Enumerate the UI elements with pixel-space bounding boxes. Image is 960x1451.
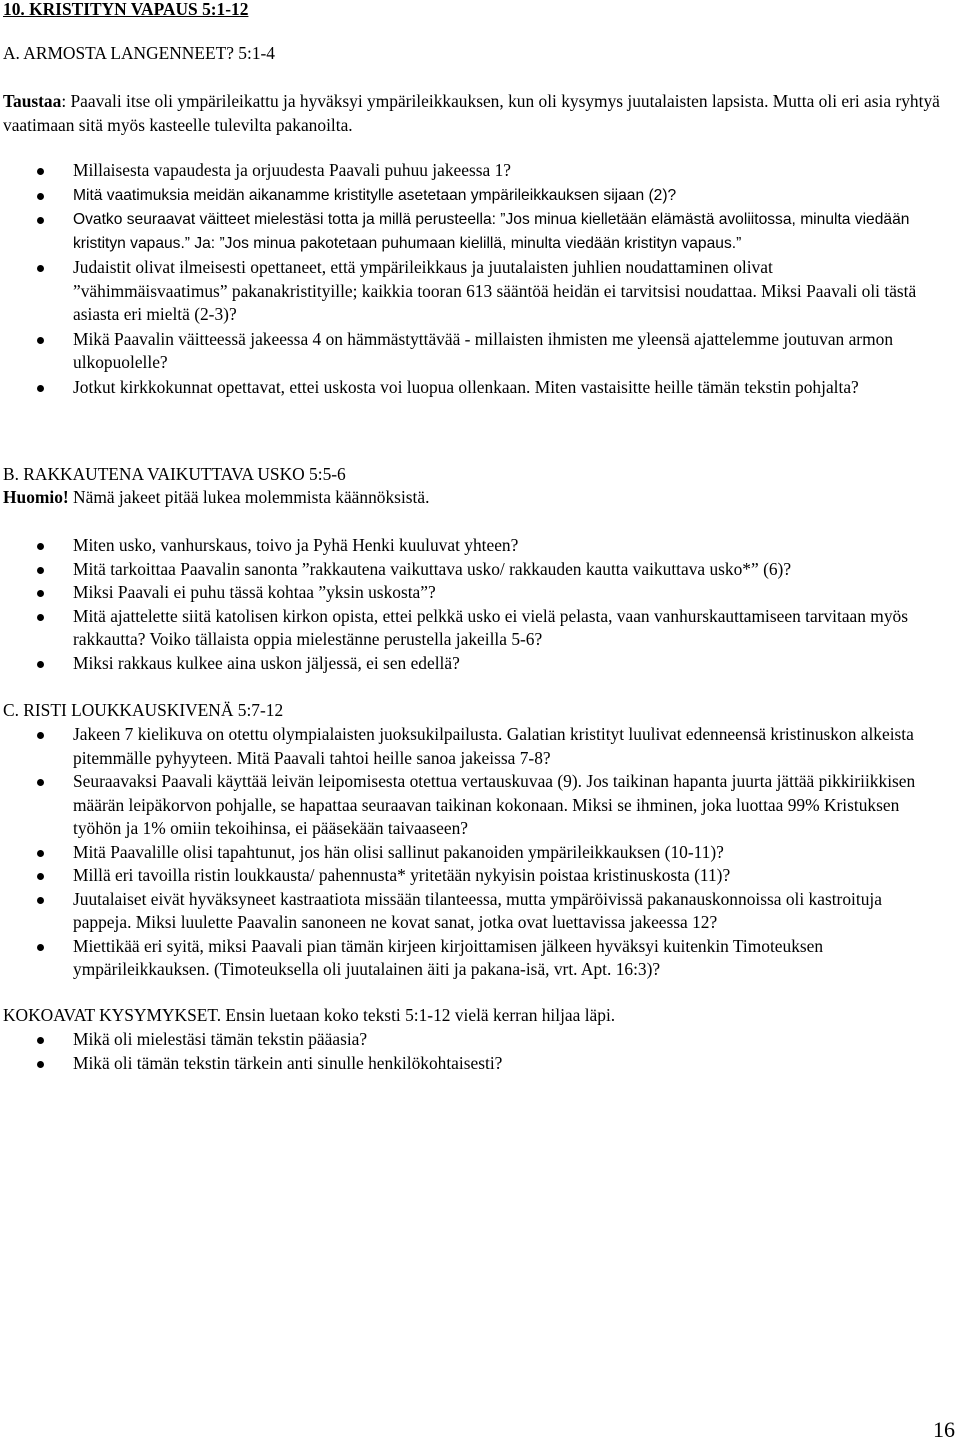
list-item: Jotkut kirkkokunnat opettavat, ettei uskosta voi luopua ollenkaan. Miten vastaisitte heille tämän tekstin pohjalta? — [0, 376, 930, 400]
summary-list — [0, 1028, 930, 1075]
list-item: Seuraavaksi Paavali käyttää leivän leipomisesta otettua vertauskuvaa (9). Jos taikinan hapanta juurta jättää pikkiriikkisen määrän leipäkorvon pohjalle, se hapattaa seuraavan taikinan kokonaan. Miksi se ihminen, joka luottaa 99% Kristuksen työhön ja 1% omiin tekoihinsa, ei pääsekään taivaaseen? — [0, 770, 930, 841]
section-a-list — [0, 159, 930, 399]
page-number: 16 — [933, 1417, 955, 1442]
intro-label: Taustaa — [3, 91, 62, 111]
note-label: Huomio! — [3, 487, 69, 507]
section-c-list — [0, 723, 930, 982]
note-text: Nämä jakeet pitää lukea molemmista käännöksistä. — [68, 487, 430, 507]
list-item: Mitä vaatimuksia meidän aikanamme kristitylle asetetaan ympärileikkauksen sijaan (2)? — [0, 184, 930, 208]
list-item: Miksi rakkaus kulkee aina uskon jäljessä, ei sen edellä? — [0, 652, 930, 676]
section-b-note — [3, 486, 953, 510]
list-item: Judaistit olivat ilmeisesti opettaneet, että ympärileikkaus ja juutalaisten juhlien noudattaminen olivat ”vähimmäisvaatimus” pakanakristityille; kaikkia tooran 613 sääntöä heidän ei tarvitsisi noudattaa. Miksi Paavali oli tästä asiasta eri mieltä (2-3)? — [0, 256, 930, 327]
page-title: 10. KRISTITYN VAPAUS 5:1-12 — [3, 0, 249, 19]
list-item: Miksi Paavali ei puhu tässä kohtaa ”yksin uskosta”? — [0, 581, 930, 605]
section-c-heading: C. RISTI LOUKKAUSKIVENÄ 5:7-12 — [3, 700, 284, 720]
list-item: Mikä Paavalin väitteessä jakeessa 4 on hämmästyttävää - millaisten ihmisten me yleensä ajattelemme joutuvan armon ulkopuolelle? — [0, 328, 930, 375]
list-item: Jakeen 7 kielikuva on otettu olympialaisten juoksukilpailusta. Galatian kristityt luulivat edenneensä kristinuskon alkeista pitemmälle pyhyyteen. Mitä Paavali tahtoi heille sanoa jakeissa 7-8? — [0, 723, 930, 770]
summary-heading: KOKOAVAT KYSYMYKSET. Ensin luetaan koko teksti 5:1-12 vielä kerran hiljaa läpi. — [3, 1005, 616, 1025]
list-item: Miettikää eri syitä, miksi Paavali pian tämän kirjeen kirjoittamisen jälkeen hyväksyi kuitenkin Timoteuksen ympärileikkauksen. (Timoteuksella oli juutalainen äiti ja pakana-isä, vrt. Apt. 16:3)? — [0, 935, 930, 982]
section-a-intro — [3, 90, 953, 137]
list-item: Mitä Paavalille olisi tapahtunut, jos hän olisi sallinut pakanoiden ympärileikkauksen (10-11)? — [0, 841, 930, 865]
list-item: Miten usko, vanhurskaus, toivo ja Pyhä Henki kuuluvat yhteen? — [0, 534, 930, 558]
section-a-heading: A. ARMOSTA LANGENNEET? 5:1-4 — [3, 43, 276, 63]
list-item: Mikä oli mielestäsi tämän tekstin pääasia? — [0, 1028, 930, 1052]
list-item: Ovatko seuraavat väitteet mielestäsi totta ja millä perusteella: ”Jos minua kielletään elämästä avoliitossa, minulta viedään kristityn vapaus.” Ja: ”Jos minua pakotetaan puhumaan kielillä, minulta viedään kristityn vapaus.” — [0, 208, 930, 255]
section-b-list — [0, 534, 930, 675]
list-item: Millä eri tavoilla ristin loukkausta/ pahennusta* yritetään nykyisin poistaa kristinuskosta (11)? — [0, 864, 930, 888]
list-item: Mitä tarkoittaa Paavalin sanonta ”rakkautena vaikuttava usko/ rakkauden kautta vaikuttava usko*” (6)? — [0, 558, 930, 582]
intro-text: : Paavali itse oli ympärileikattu ja hyväksyi ympärileikkauksen, kun oli kysymys juutalaisten lapsista. Mutta oli eri asia ryhtyä vaatimaan sitä myös kasteelle tulevilta pakanoilta. — [3, 91, 940, 135]
section-b-heading: B. RAKKAUTENA VAIKUTTAVA USKO 5:5-6 — [3, 464, 346, 484]
list-item: Mitä ajattelette siitä katolisen kirkon opista, ettei pelkkä usko ei vielä pelasta, vaan vanhurskauttamiseen tarvitaan myös rakkautta? Voiko tällaista oppia mielestänne perustella jakeilla 5-6? — [0, 605, 930, 652]
list-item: Millaisesta vapaudesta ja orjuudesta Paavali puhuu jakeessa 1? — [0, 159, 930, 183]
list-item: Juutalaiset eivät hyväksyneet kastraatiota missään tilanteessa, mutta ympäröivissä pakanauskonnoissa oli kastroituja pappeja. Miksi luulette Paavalin sanoneen ne kovat sanat, jotka ovat luettavissa jakeessa 12? — [0, 888, 930, 935]
list-item: Mikä oli tämän tekstin tärkein anti sinulle henkilökohtaisesti? — [0, 1052, 930, 1076]
